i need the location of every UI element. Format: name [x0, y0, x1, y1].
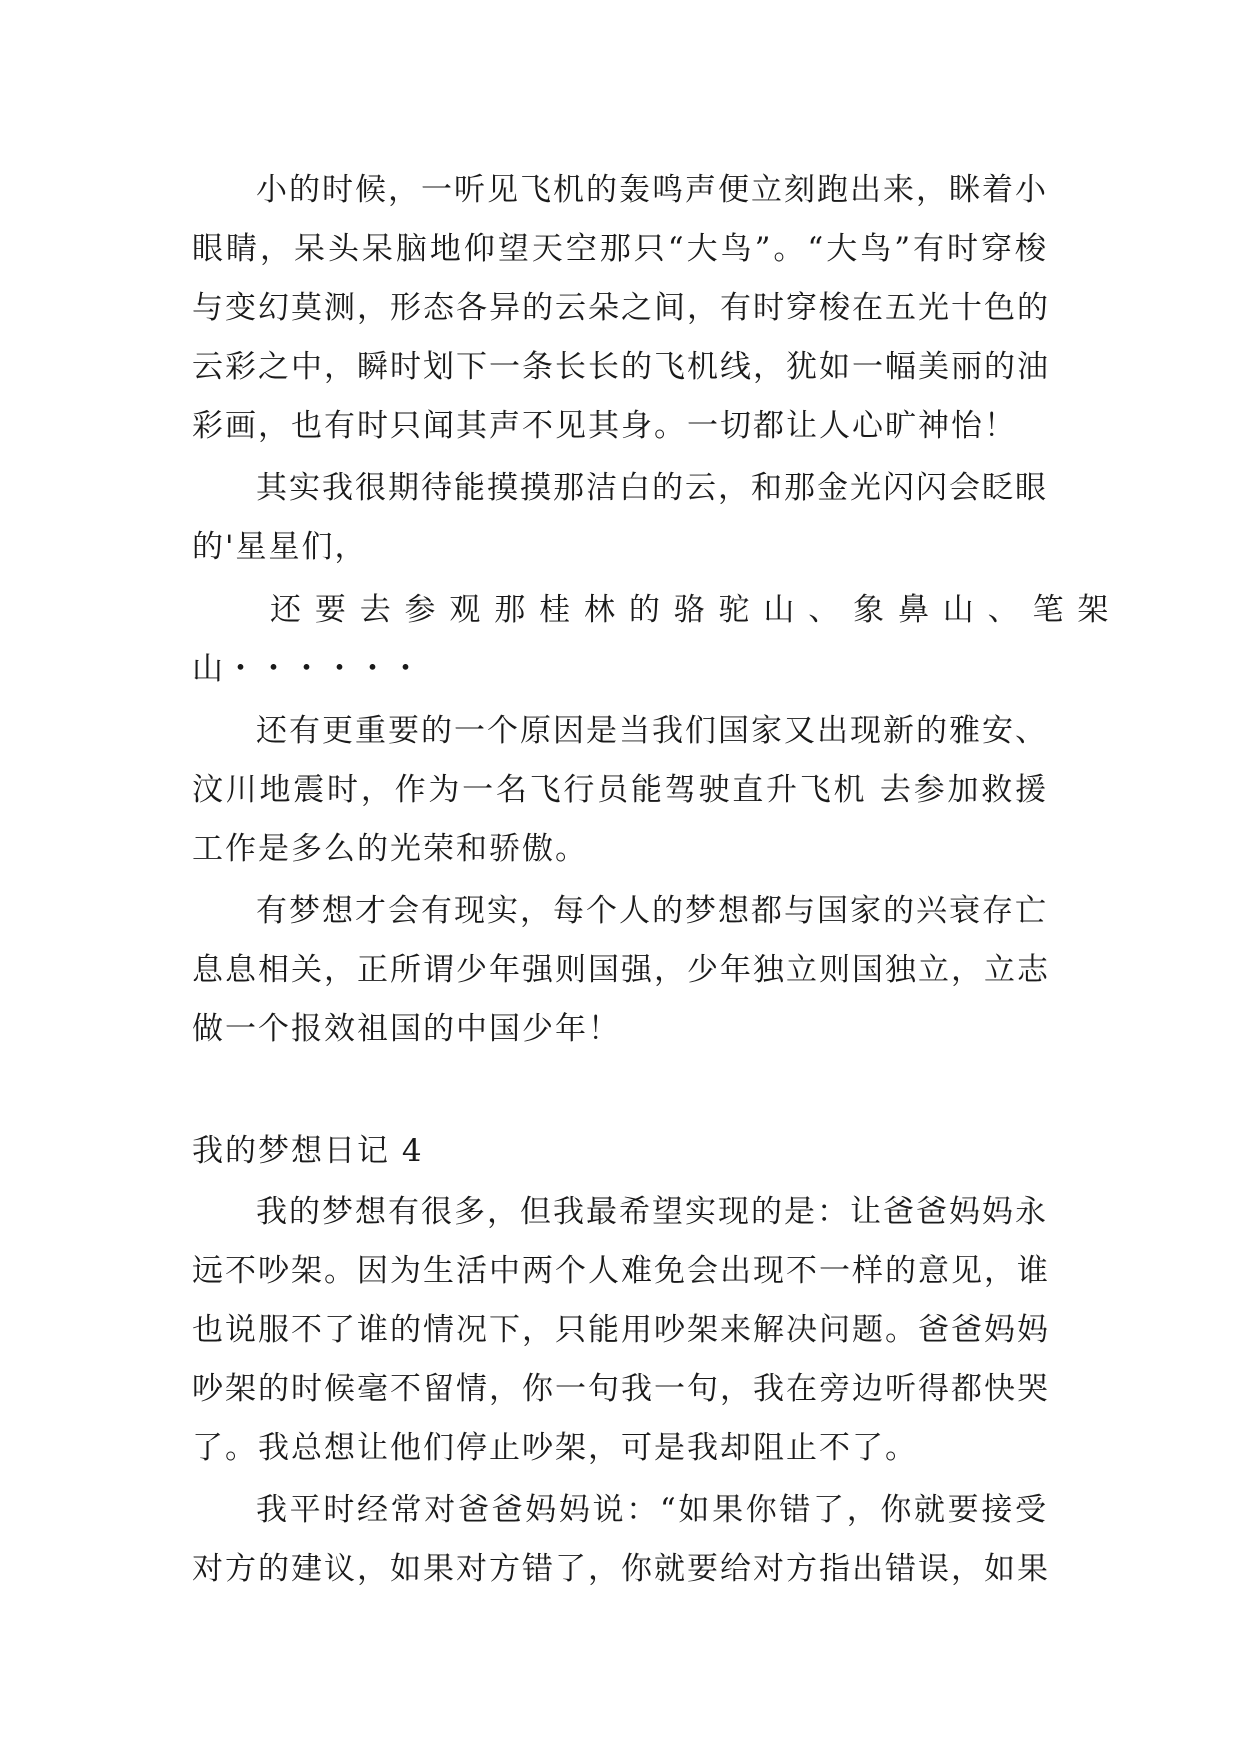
paragraph-line: 也说服不了谁的情况下，只能用吵架来解决问题。爸爸妈妈 — [192, 1312, 1050, 1348]
paragraph-line: 了。我总想让他们停止吵架，可是我却阻止不了。 — [192, 1430, 918, 1466]
paragraph-line: 息息相关，正所谓少年强则国强，少年独立则国独立，立志 — [192, 952, 1050, 988]
paragraph-line: 云彩之中，瞬时划下一条长长的飞机线，犹如一幅美丽的油 — [192, 349, 1050, 385]
paragraph-line: 我的梦想有很多，但我最希望实现的是：让爸爸妈妈永 — [256, 1194, 1048, 1230]
paragraph-line: 远不吵架。因为生活中两个人难免会出现不一样的意见，谁 — [192, 1253, 1050, 1289]
paragraph-line: 工作是多么的光荣和骄傲。 — [192, 831, 588, 867]
section-heading: 我的梦想日记 4 — [192, 1133, 424, 1169]
paragraph-line: 吵架的时候毫不留情，你一句我一句，我在旁边听得都快哭 — [192, 1371, 1050, 1407]
paragraph-line: 还有更重要的一个原因是当我们国家又出现新的雅安、 — [256, 713, 1048, 749]
paragraph-line: 彩画，也有时只闻其声不见其身。一切都让人心旷神怡！ — [192, 408, 1017, 444]
paragraph-line: 还 要 去 参 观 那 桂 林 的 骆 驼 山 、 象 鼻 山 、 笔 架 — [270, 592, 1111, 628]
paragraph-line: 我平时经常对爸爸妈妈说：“如果你错了，你就要接受 — [256, 1492, 1048, 1528]
paragraph-line: 做一个报效祖国的中国少年！ — [192, 1011, 621, 1047]
paragraph-line: 汶川地震时，作为一名飞行员能驾驶直升飞机 去参加救援 — [192, 772, 1048, 808]
paragraph-line: 其实我很期待能摸摸那洁白的云，和那金光闪闪会眨眼 — [256, 470, 1048, 506]
paragraph-line: 有梦想才会有现实，每个人的梦想都与国家的兴衰存亡 — [256, 893, 1048, 929]
paragraph-line: 小的时候，一听见飞机的轰鸣声便立刻跑出来，眯着小 — [256, 172, 1048, 208]
paragraph-line: 山・・・・・・ — [192, 651, 423, 687]
paragraph-line: 对方的建议，如果对方错了，你就要给对方指出错误，如果 — [192, 1551, 1050, 1587]
paragraph-line: 的'星星们， — [192, 529, 368, 565]
paragraph-line: 眼睛，呆头呆脑地仰望天空那只“大鸟”。“大鸟”有时穿梭 — [192, 231, 1048, 267]
paragraph-line: 与变幻莫测，形态各异的云朵之间，有时穿梭在五光十色的 — [192, 290, 1050, 326]
